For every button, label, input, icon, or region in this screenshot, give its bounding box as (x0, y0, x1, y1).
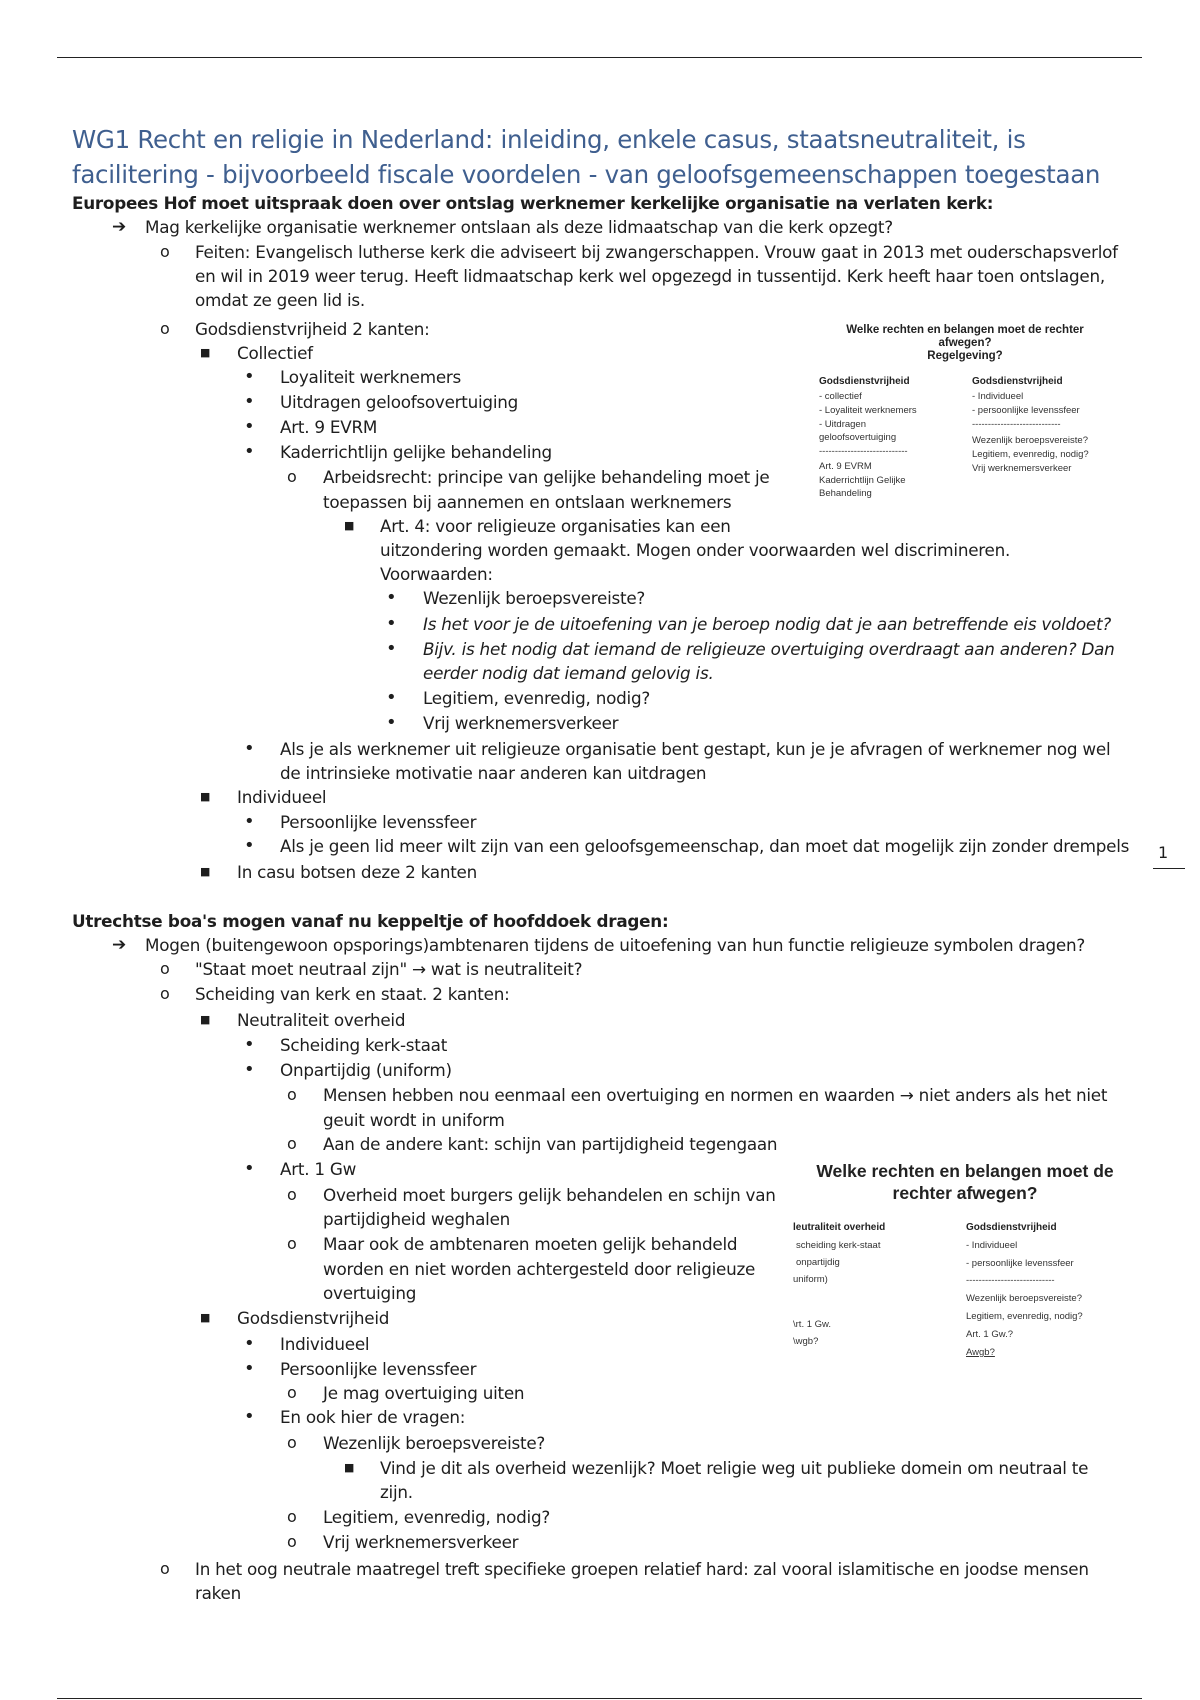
slide2-title-line-2: rechter afwegen? (892, 1183, 1038, 1203)
circle-bullet-icon: o (287, 1532, 297, 1551)
legitiem-item: Legitiem, evenredig, nodig? (423, 688, 651, 708)
disc-bullet-icon: • (244, 811, 255, 832)
slide1-left-separator: ---------------------------- (819, 446, 908, 457)
feiten-line-1: Feiten: Evangelisch lutherse kerk die adviseert bij zwangerschappen. Vrouw gaat in 2013 met ouderschapsverlof (195, 242, 1118, 262)
slide2-left-line: \rt. 1 Gw. (793, 1319, 832, 1330)
section2-question: Mogen (buitengewoon opsporings)ambtenaren tijdens de uitoefening van hun functie religieuze symbolen dragen? (145, 935, 1086, 955)
slide1-right-line: Vrij werknemersverkeer (972, 463, 1072, 474)
art4-line-3: Voorwaarden: (380, 564, 493, 584)
circle-bullet-icon: o (287, 467, 297, 486)
art4-line-1: Art. 4: voor religieuze organisaties kan een (380, 516, 731, 536)
circle-bullet-icon: o (160, 1559, 170, 1578)
arbeidsrecht-line-1: Arbeidsrecht: principe van gelijke behandeling moet je (323, 467, 770, 487)
je-mag-item: Je mag overtuiging uiten (323, 1383, 525, 1403)
slide1-right-line: - Individueel (972, 391, 1024, 402)
page-number: 1 (1158, 843, 1169, 862)
vrij-item: Vrij werknemersverkeer (323, 1532, 519, 1552)
als-je-line-1: Als je als werknemer uit religieuze organisatie bent gestapt, kun je je afvragen of werknemer nog wel (280, 739, 1111, 759)
maar-line-3: overtuiging (323, 1283, 417, 1303)
slide1-left-line: Art. 9 EVRM (819, 461, 872, 472)
circle-bullet-icon: o (287, 1383, 297, 1402)
feiten-line-2: en wil in 2019 weer terug. Heeft lidmaatschap kerk wel opgezegd in tussentijd. Kerk heeft haar toen ontslagen, (195, 266, 1105, 286)
kaderrichtlijn-item: Kaderrichtlijn gelijke behandeling (280, 442, 552, 462)
arrow-icon: ➔ (112, 217, 127, 237)
slide2-left-heading: leutraliteit overheid (793, 1222, 886, 1233)
slide1-left-line: geloofsovertuiging (819, 432, 897, 443)
feiten-line-3: omdat ze geen lid is. (195, 290, 366, 310)
slide1-title-line-3: Regelgeving? (927, 350, 1003, 362)
art4-line-2: uitzondering worden gemaakt. Mogen onder voorwaarden wel discrimineren. (380, 540, 1011, 560)
persoonlijke-item: Persoonlijke levenssfeer (280, 812, 477, 832)
slide2-left-line: \wgb? (793, 1336, 819, 1347)
slide1-title-line-2: afwegen? (938, 337, 992, 349)
square-bullet-icon: ■ (344, 1461, 355, 1474)
section2-heading: Utrechtse boa's mogen vanaf nu keppeltje of hoofddoek dragen: (72, 911, 669, 931)
legitiem-item: Legitiem, evenredig, nodig? (323, 1507, 551, 1527)
overheid-line-2: partijdigheid weghalen (323, 1209, 511, 1229)
aan-de-item: Aan de andere kant: schijn van partijdigheid tegengaan (323, 1134, 778, 1154)
square-bullet-icon: ■ (200, 346, 211, 359)
art9-item: Art. 9 EVRM (280, 417, 378, 437)
slide2-title-line-1: Welke rechten en belangen moet de (816, 1161, 1114, 1181)
slide1-left-line: - Uitdragen (819, 419, 866, 430)
slide1-left-heading: Godsdienstvrijheid (819, 376, 910, 387)
wezenlijk-item: Wezenlijk beroepsvereiste? (423, 588, 646, 608)
disc-bullet-icon: • (244, 1158, 255, 1179)
disc-bullet-icon: • (386, 712, 397, 733)
arbeidsrecht-line-2: toepassen bij aannemen en ontslaan werknemers (323, 492, 732, 512)
mensen-line-2: geuit wordt in uniform (323, 1110, 505, 1130)
circle-bullet-icon: o (160, 319, 170, 338)
disc-bullet-icon: • (244, 1059, 255, 1080)
slide2-left-line: scheiding kerk-staat (796, 1240, 881, 1251)
arrow-icon: ➔ (112, 935, 127, 955)
individueel-item: Individueel (280, 1334, 370, 1354)
disc-bullet-icon: • (244, 441, 255, 462)
slide2-left-line: onpartijdig (796, 1257, 840, 1268)
individueel-item: Individueel (237, 787, 327, 807)
circle-bullet-icon: o (287, 1507, 297, 1526)
slide2-right-line: Legitiem, evenredig, nodig? (966, 1311, 1083, 1322)
is-het-item: Is het voor je de uitoefening van je beroep nodig dat je aan betreffende eis voldoet? (423, 614, 1111, 634)
disc-bullet-icon: • (386, 613, 397, 634)
slide2-right-line: Wezenlijk beroepsvereiste? (966, 1293, 1082, 1304)
header-rule (57, 57, 1142, 58)
neutraliteit-item: Neutraliteit overheid (237, 1010, 406, 1030)
page-number-rule (1153, 868, 1185, 869)
slide1-right-line: - persoonlijke levenssfeer (972, 405, 1080, 416)
disc-bullet-icon: • (244, 1333, 255, 1354)
square-bullet-icon: ■ (344, 519, 355, 532)
geen-lid-item: Als je geen lid meer wilt zijn van een geloofsgemeenschap, dan moet dat mogelijk zijn zonder drempels (280, 836, 1130, 856)
bijv-line-1: Bijv. is het nodig dat iemand de religieuze overtuiging overdraagt aan anderen? Dan (423, 639, 1115, 659)
slide1-left-line: - collectief (819, 391, 862, 402)
section1-question: Mag kerkelijke organisatie werknemer ontslaan als deze lidmaatschap van die kerk opzegt? (145, 217, 893, 237)
maar-line-2: worden en niet worden achtergesteld door religieuze (323, 1259, 756, 1279)
circle-bullet-icon: o (287, 1234, 297, 1253)
circle-bullet-icon: o (287, 1185, 297, 1204)
godsdienstvrijheid-item: Godsdienstvrijheid 2 kanten: (195, 319, 430, 339)
slide1-right-heading: Godsdienstvrijheid (972, 376, 1063, 387)
vrij-item: Vrij werknemersverkeer (423, 713, 619, 733)
slide1-left-line: Behandeling (819, 488, 872, 499)
slide2-right-heading: Godsdienstvrijheid (966, 1222, 1057, 1233)
scheiding-item: Scheiding van kerk en staat. 2 kanten: (195, 984, 510, 1004)
circle-bullet-icon: o (287, 1134, 297, 1153)
circle-bullet-icon: o (287, 1433, 297, 1452)
loyaliteit-item: Loyaliteit werknemers (280, 367, 462, 387)
square-bullet-icon: ■ (200, 865, 211, 878)
slide-thumbnail-1 (805, 318, 1125, 518)
in-casu-item: In casu botsen deze 2 kanten (237, 862, 478, 882)
onpartijdig-item: Onpartijdig (uniform) (280, 1060, 452, 1080)
persoonlijke-item: Persoonlijke levenssfeer (280, 1359, 477, 1379)
slide1-right-line: Wezenlijk beroepsvereiste? (972, 435, 1088, 446)
bijv-line-2: eerder nodig dat iemand gelovig is. (423, 663, 714, 683)
slide1-left-line: - Loyaliteit werknemers (819, 405, 917, 416)
slide1-title-line-1: Welke rechten en belangen moet de rechter (846, 324, 1084, 336)
disc-bullet-icon: • (386, 587, 397, 608)
disc-bullet-icon: • (386, 638, 397, 659)
slide2-right-separator: ---------------------------- (966, 1275, 1055, 1286)
vind-line-2: zijn. (380, 1482, 413, 1502)
circle-bullet-icon: o (160, 242, 170, 261)
section1-heading: Europees Hof moet uitspraak doen over ontslag werknemer kerkelijke organisatie na verlaten kerk: (72, 193, 994, 213)
slide2-right-line: - Individueel (966, 1240, 1018, 1251)
square-bullet-icon: ■ (200, 790, 211, 803)
square-bullet-icon: ■ (200, 1311, 211, 1324)
vind-line-1: Vind je dit als overheid wezenlijk? Moet religie weg uit publieke domein om neutraal te (380, 1458, 1089, 1478)
wezenlijk-item: Wezenlijk beroepsvereiste? (323, 1433, 546, 1453)
slide2-right-line: Awgb? (966, 1347, 995, 1358)
circle-bullet-icon: o (287, 1085, 297, 1104)
disc-bullet-icon: • (244, 1406, 255, 1427)
in-het-oog-line-2: raken (195, 1583, 242, 1603)
mensen-line-1: Mensen hebben nou eenmaal een overtuiging en normen en waarden → niet anders als het niet (323, 1085, 1108, 1105)
disc-bullet-icon: • (386, 687, 397, 708)
scheiding-ks-item: Scheiding kerk-staat (280, 1035, 448, 1055)
page-title: WG1 Recht en religie in Nederland: inleiding, enkele casus, staatsneutraliteit, is facilitering - bijvoorbeeld fiscale voordelen - van geloofsgemeenschappen toegestaan (72, 125, 1101, 189)
disc-bullet-icon: • (244, 416, 255, 437)
slide2-left-line: uniform) (793, 1274, 828, 1285)
square-bullet-icon: ■ (200, 1013, 211, 1026)
disc-bullet-icon: • (244, 391, 255, 412)
godsdienstvrijheid-item: Godsdienstvrijheid (237, 1308, 390, 1328)
uitdragen-item: Uitdragen geloofsovertuiging (280, 392, 519, 412)
staat-item: "Staat moet neutraal zijn" → wat is neutraliteit? (195, 959, 583, 979)
slide1-right-separator: ---------------------------- (972, 419, 1061, 430)
slide1-right-line: Legitiem, evenredig, nodig? (972, 449, 1089, 460)
overheid-line-1: Overheid moet burgers gelijk behandelen en schijn van (323, 1185, 776, 1205)
maar-line-1: Maar ook de ambtenaren moeten gelijk behandeld (323, 1234, 738, 1254)
slide2-right-line: - persoonlijke levenssfeer (966, 1258, 1074, 1269)
circle-bullet-icon: o (160, 984, 170, 1003)
als-je-line-2: de intrinsieke motivatie naar anderen kan uitdragen (280, 763, 707, 783)
disc-bullet-icon: • (244, 1358, 255, 1379)
disc-bullet-icon: • (244, 738, 255, 759)
slide-thumbnail-2 (790, 1155, 1140, 1375)
disc-bullet-icon: • (244, 835, 255, 856)
circle-bullet-icon: o (160, 959, 170, 978)
slide1-left-line: Kaderrichtlijn Gelijke (819, 475, 906, 486)
en-ook-item: En ook hier de vragen: (280, 1407, 466, 1427)
slide2-right-line: Art. 1 Gw.? (966, 1329, 1013, 1340)
footer-rule (57, 1698, 1142, 1699)
disc-bullet-icon: • (244, 1034, 255, 1055)
disc-bullet-icon: • (244, 366, 255, 387)
in-het-oog-line-1: In het oog neutrale maatregel treft specifieke groepen relatief hard: zal vooral islamitische en joodse mensen (195, 1559, 1089, 1579)
art1-item: Art. 1 Gw (280, 1159, 357, 1179)
collectief-item: Collectief (237, 343, 313, 363)
